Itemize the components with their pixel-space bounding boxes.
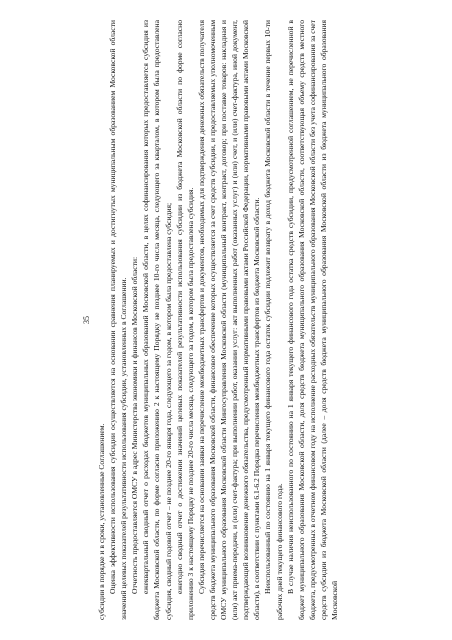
- paragraph: В случае наличия неиспользованного по состоянию на 1 января текущего финансового года остатка средств субсидии, предусмотренной соглашением, не перечисленной в бюджет муниципального образования Московской области, доля средств бюджета муниципального образования Московской области, соответствующая объему средств местного бюджета, предусмотренных в отчетном финансовом году на исполнение расходных обязательств муниципального образования Московской области без учета софинансирования за счет средств субсидии из бюджета Московской области (далее – доля средств бюджета муниципального образования Московской области из бюджета муниципального образования Московской: [285, 20, 339, 620]
- paragraph: Отчетность предоставляется ОМСУ в адрес Министерства экономики и финансов Московской области:: [130, 256, 140, 594]
- paragraph: ежегодно сводный отчет о достижении значений целевых показателей результативности использования субсидии из бюджета Московской области по форме согласно приложению 3 к настоящему Порядку не позднее 20-го числа месяца, следующего за годом, в котором была предоставлена субсидия.: [174, 20, 195, 620]
- paragraph: Субсидия перечисляется на основании заявки на перечисление межбюджетных трансфертов и документов, необходимых для подтверждения денежных обязательств получателя средств бюджета муниципального образования Московской области, финансовое обеспечение которых осуществляется за счет средств субсидии, и предоставляемых уполномоченным ОМСУ муниципального образования Московской области Мингосуправления Московской области (муниципальный контракт, контракт, договор; при поставке товаров: накладная и (или) акт приема-передачи, и (или) счет-фактура; при выполнении работ, оказании услуг: акт выполненных работ (оказанных услуг) и (или) счет, и (или) счет-фактура, иной документ, подтверждающий возникновение денежного обязательства, предусмотренный нормативными правовыми актами Российской Федерации, нормативными правовыми актами Московской области), в соответствии с пунктами 6.1-6.2 Порядка перечисления межбюджетных трансфертов из бюджета Московской области.: [196, 20, 262, 620]
- paragraph: Неиспользованный по состоянию на 1 января текущего финансового года остаток субсидии подлежит возврату в доход бюджета Московской области в течение первых 10-ти рабочих дней текущего финансового года.: [263, 20, 284, 620]
- paragraph: ежеквартальный сводный отчет о расходах бюджетов муниципальных образований Московской области, в целях софинансирования которых предоставляется субсидия из бюджета Московской области, по форме согласно приложению 2 к настоящему Порядку не позднее 10-го числа месяца, следующего за кварталом, в котором была предоставлена субсидия, сводный годовой отчет – не позднее 20-го января года, следующего за годом, в котором была предоставлена субсидия;: [141, 20, 173, 620]
- paragraph: Оценка эффективности использования субсидии осуществляется на основании сравнения планируемых и достигнутых муниципальным образованием Московской области значений целевых показателей результативности использования субсидии, установленных в Соглашении.: [108, 20, 129, 620]
- page-number: 35: [82, 316, 91, 324]
- document-body: [96, 20, 340, 620]
- rotated-document-page: [0, 20, 452, 620]
- paragraph: субсидии в порядке и в сроки, установленные Соглашением.: [97, 423, 106, 620]
